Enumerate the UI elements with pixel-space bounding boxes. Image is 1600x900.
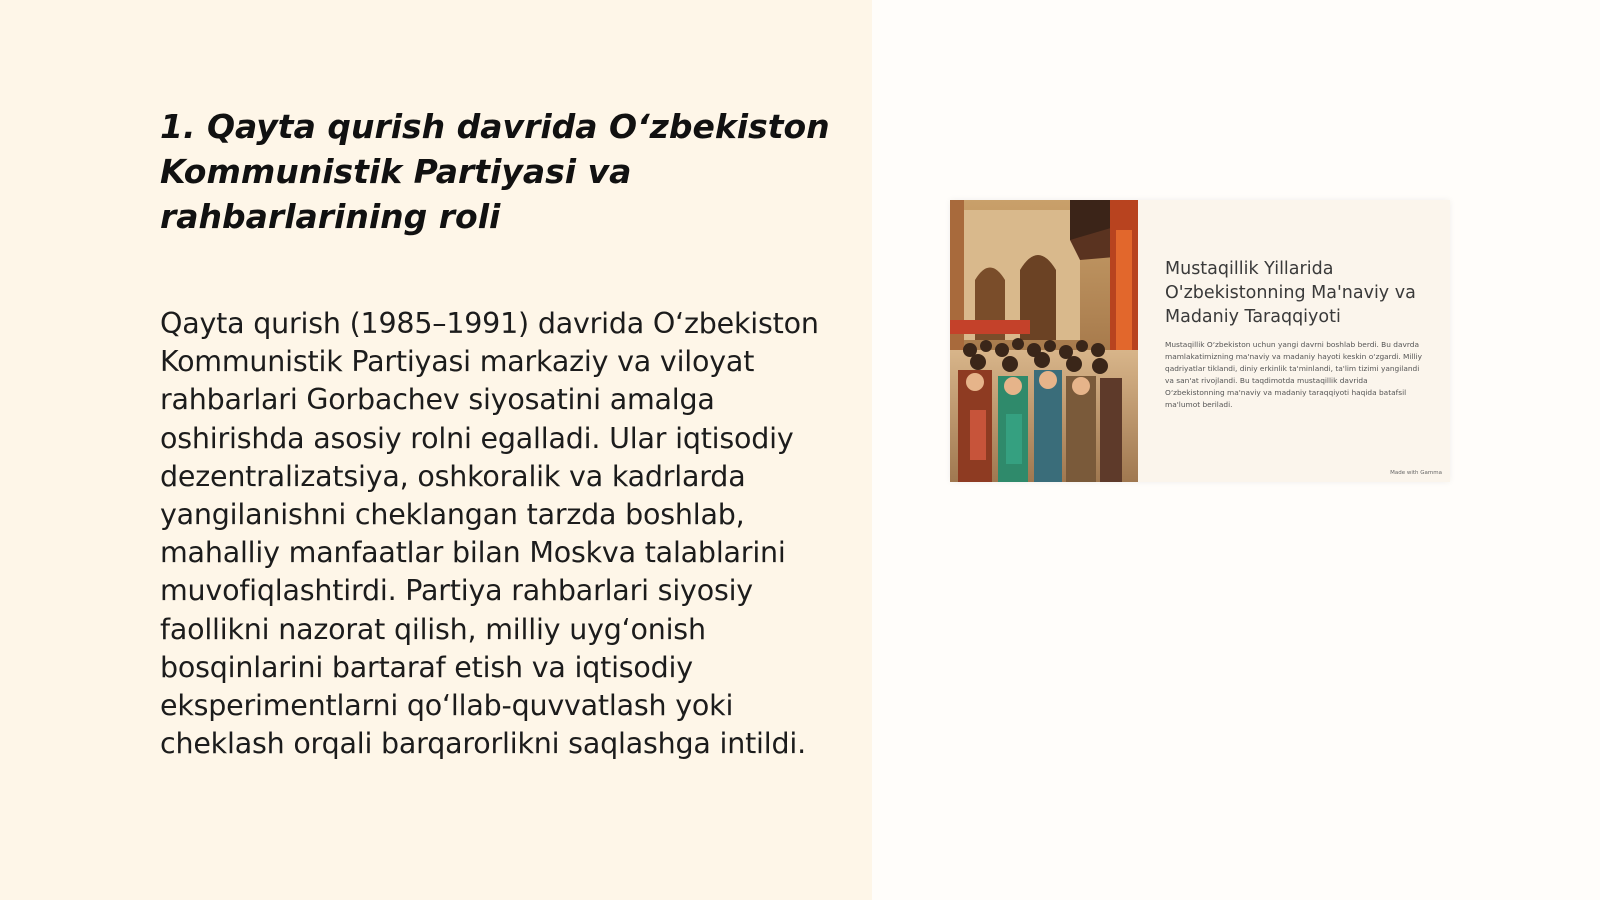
thumbnail-body-text: Mustaqillik O‘zbekiston uchun yangi davrni boshlab berdi. Bu davrda mamlakatimizning ma'naviy va madaniy hayoti keskin o‘zgardi. Milliy qadriyatlar tiklandi, diniy erkinlik ta'minlandi, ta'lim tizimi yangilandi va san'at rivojlandi. Bu taqdimotda mustaqillik davrida O‘zbekistonning ma'naviy va madaniy taraqqiyoti haqida batafsil ma'lumot beriladi.: [1165, 340, 1422, 409]
slide-title: 1. Qayta qurish davrida O‘zbekiston Kommunistik Partiyasi va rahbarlarining roli: [160, 107, 830, 236]
presentation-thumbnail[interactable]: [950, 200, 1450, 482]
bazaar-crowd-photo-icon: [950, 200, 1138, 482]
thumbnail-title: Mustaqillik Yillarida O'zbekistonning Ma'naviy va Madaniy Taraqqiyoti: [1165, 259, 1416, 327]
thumbnail-footer-credit: Made with Gamma: [1390, 470, 1442, 476]
slide-body-text: Qayta qurish (1985–1991) davrida O‘zbekiston Kommunistik Partiyasi markaziy va viloyat rahbarlari Gorbachev siyosatini amalga oshirishda asosiy rolni egalladi. Ular iqtisodiy dezentralizatsiya, oshkoralik va kadrlarda yangilanishni cheklangan tarzda boshlab, mahalliy manfaatlar bilan Moskva talablarini muvofiqlashtirdi. Partiya rahbarlari siyosiy faollikni nazorat qilish, milliy uyg‘onish bosqinlarini bartaraf etish va iqtisodiy eksperimentlarni qo‘llab-quvvatlash yoki cheklash orqali barqarorlikni saqlashga intildi.: [160, 307, 819, 761]
